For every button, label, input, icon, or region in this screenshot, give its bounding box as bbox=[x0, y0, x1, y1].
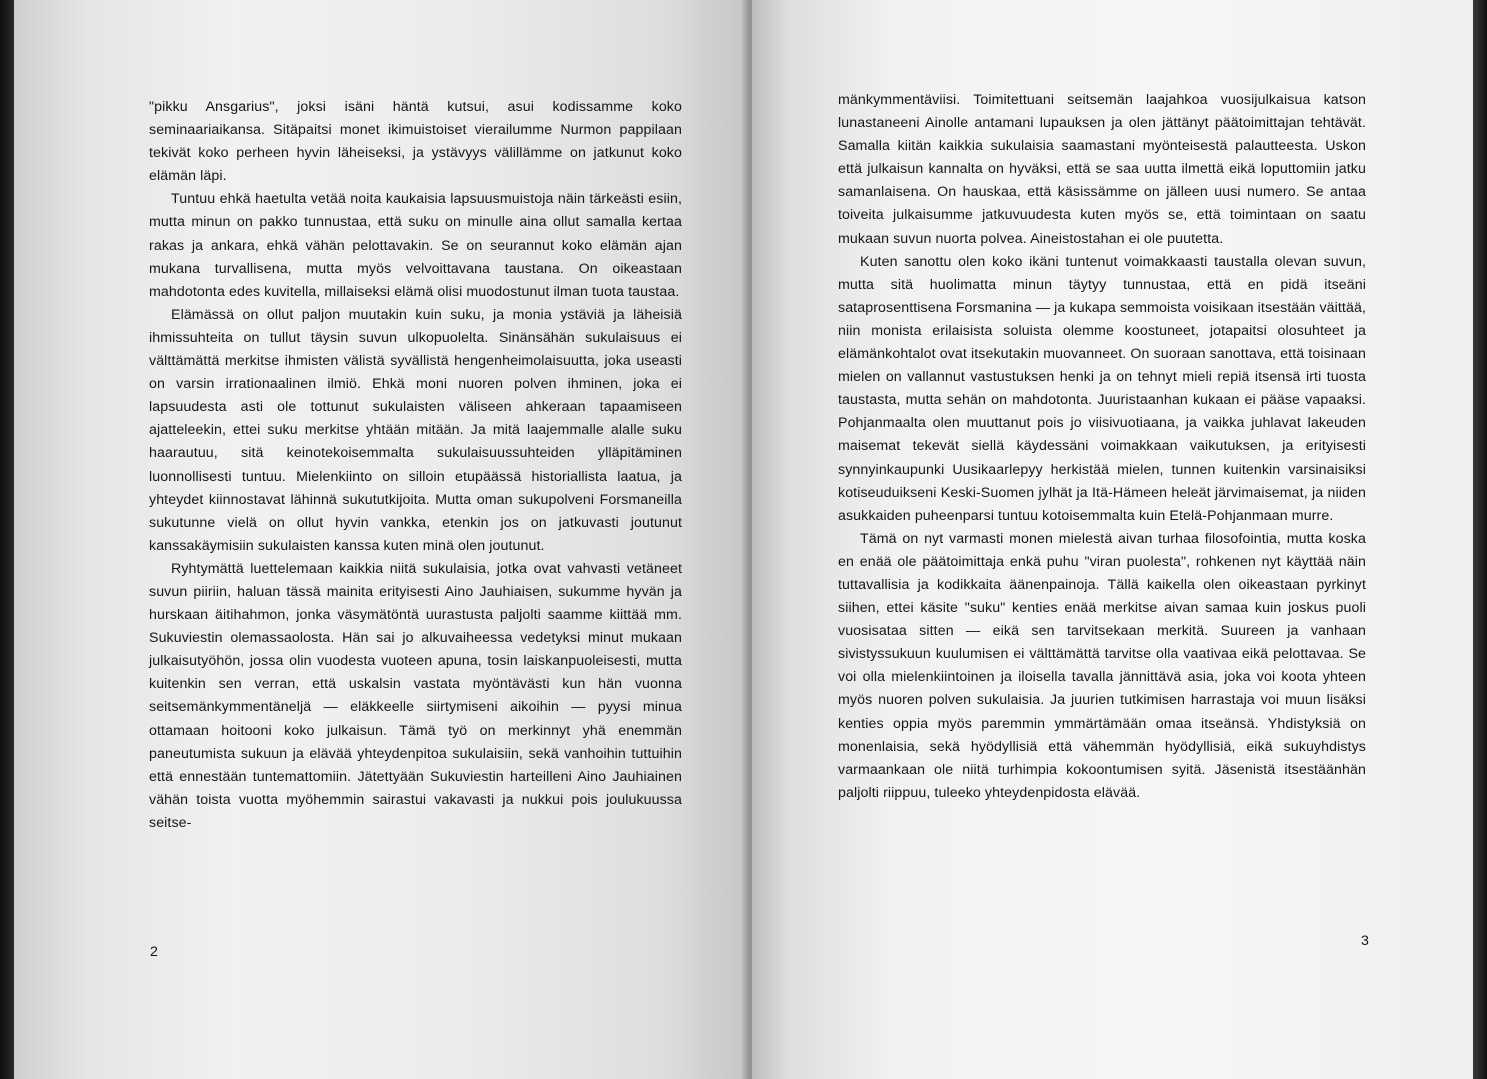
paragraph: Kuten sanottu olen koko ikäni tuntenut voimakkaasti taustalla olevan suvun, mutta sitä huolimatta minun täytyy tunnustaa, että en pidä itseäni sataprosenttisena Forsmanina — ja kukapa semmoista voisikaan itsestään väittää, niin monista erilaisista soluista olemme koostuneet, jotapaitsi olosuhteet ja elämänkohtalot ovat itsekutakin muovanneet. On suoraan sanottava, että toisinaan mielen on vallannut vastustuksen henki ja on tehnyt mieli repiä itsensä irti tuosta taustasta, mutta sehän on mahdotonta. Juuristaanhan kukaan ei pääse vapaaksi. Pohjanmaalta olen muuttanut pois jo viisivuotiaana, ja vaikka juhlavat lakeuden maisemat tekevät siellä käydessäni voimakkaan vaikutuksen, ja erityisesti synnyinkaupunki Uusikaarlepyy herkistää mielen, tunnen kuitenkin varsinaisiksi kotiseuduikseni Keski-Suomen jylhät ja Itä-Hämeen heleät järvimaisemat, ja niiden asukkaiden puheenparsi tuntuu kotoisemmalta kuin Etelä-Pohjanmaan murre. bbox=[838, 253, 1366, 524]
page-number: 2 bbox=[150, 944, 158, 960]
right-page-text bbox=[838, 89, 1366, 805]
left-page-text bbox=[149, 96, 682, 835]
paragraph: "pikku Ansgarius", joksi isäni häntä kutsui, asui kodissamme koko seminaariaikansa. Sitäpaitsi monet ikimuistoiset vierailumme Nurmon pappilaan tekivät koko perheen hyvin läheiseksi, ja ystävyys välillämme on jatkunut koko elämän läpi. bbox=[149, 99, 682, 185]
book-edge-right bbox=[1473, 0, 1487, 1079]
left-page bbox=[14, 0, 750, 1079]
page-number: 3 bbox=[1361, 933, 1369, 949]
paragraph: Tuntuu ehkä haetulta vetää noita kaukaisia lapsuusmuistoja näin tärkeästi esiin, mutta minun on pakko tunnustaa, että suku on minulle aina ollut samalla kertaa rakas ja ankara, ehkä vähän pelottavakin. Se on seurannut koko elämän ajan mukana turvallisena, mutta myös velvoittavana taustana. On oikeastaan mahdotonta edes kuvitella, millaiseksi elämä olisi muodostunut ilman tuota taustaa. bbox=[149, 191, 682, 300]
right-page bbox=[752, 0, 1473, 1079]
book-edge-left bbox=[0, 0, 14, 1079]
paragraph: Ryhtymättä luettelemaan kaikkia niitä sukulaisia, jotka ovat vahvasti vetäneet suvun piiriin, haluan tässä mainita erityisesti Aino Jauhiaisen, sukumme hyvän ja hurskaan äitihahmon, jonka väsymätöntä uurastusta paljolti saamme kiittää mm. Sukuviestin olemassaolosta. Hän sai jo alkuvaiheessa vedetyksi minut mukaan julkaisutyöhön, jossa olin vuodesta vuoteen apuna, tosin laiskanpuoleisesti, mutta kuitenkin sen verran, että uskalsin vastata myöntävästi kun hän vuonna seitsemänkymmentäneljä — eläkkeelle siirtymiseni aikoihin — pyysi minua ottamaan hoitooni koko julkaisun. Tämä työ on merkinnyt yhä enemmän paneutumista sukuun ja elävää yhteydenpitoa sukulaisiin, sekä vanhoihin tuttuihin että ennestään tuntemattomiin. Jätettyään Sukuviestin harteilleni Aino Jauhiainen vähän toista vuotta myöhemmin sairastui vakavasti ja nukkui pois joulukuussa seitse- bbox=[149, 560, 682, 831]
paragraph: Elämässä on ollut paljon muutakin kuin suku, ja monia ystäviä ja läheisiä ihmissuhteita on tullut täysin suvun ulkopuolelta. Sinänsähän sukulaisuus ei välttämättä merkitse ihmisten välistä syvällistä hengenheimolaisuutta, joka useasti on varsin irrationaalinen ilmiö. Ehkä moni nuoren polven ihminen, joka ei lapsuudesta asti ole tottunut sukulaisten väliseen ahkeraan tapaamiseen ajatteleekin, ettei suku merkitse yhtään mitään. Ja mitä laajemmalle alalle suku haarautuu, sitä keinotekoisemmalta sukulaisuussuhteiden ylläpitäminen luonnollisesti tuntuu. Mielenkiinto on silloin etupäässä historiallista laatua, ja yhteydet kiinnostavat lähinnä sukututkijoita. Mutta oman sukupolveni Forsmaneilla sukutunne vielä on ollut hyvin vankka, etenkin jos on jatkuvasti joutunut kanssakäymisiin sukulaisten kanssa kuten minä olen joutunut. bbox=[149, 306, 682, 554]
paragraph: Tämä on nyt varmasti monen mielestä aivan turhaa filosofointia, mutta koska en enää ole päätoimittaja enkä puhu "viran puolesta", rohkenen nyt käyttää näin tuttavallisia ja kodikkaita äänenpainoja. Tällä kaikella olen oikeastaan pyrkinyt siihen, ettei käsite "suku" kenties enää merkitse aivan samaa kuin joskus puoli vuosisataa sitten — eikä sen tarvitsekaan merkitä. Suureen ja vanhaan sivistyssukuun kuulumisen ei välttämättä tarvitse olla vaativaa eikä pelottavaa. Se voi olla mielenkiintoinen ja iloisella tavalla jännittävä asia, joka voi koota yhteen myös nuoren polven sukulaisia. Ja juurien tutkimisen harrastaja voi muun lisäksi kenties oppia myös paremmin ymmärtämään omaa itseänsä. Yhdistyksiä on monenlaisia, sekä hyödyllisiä että vähemmän hyödyllisiä, eikä sukuyhdistys varmaankaan ole niitä turhimpia kokoontumisen syitä. Jäsenistä itsestäänhän paljolti riippuu, tuleeko yhteydenpidosta elävää. bbox=[838, 530, 1366, 801]
paragraph: mänkymmentäviisi. Toimitettuani seitsemän laajahkoa vuosijulkaisua katson lunastaneeni Ainolle antamani lupauksen ja olen jättänyt päätoimittajan tehtävät. Samalla kiitän kaikkia sukulaisia saamastani myönteisestä palautteesta. Uskon että julkaisun kannalta on hyväksi, että se saa uutta ilmettä eikä loputtomiin jatku samanlaisena. On hauskaa, että käsissämme on jälleen uusi numero. Se antaa toiveita julkaisumme jatkuvuudesta kuten myös se, että toimintaan on saatu mukaan suvun nuorta polvea. Aineistostahan ei ole puutetta. bbox=[838, 92, 1366, 247]
